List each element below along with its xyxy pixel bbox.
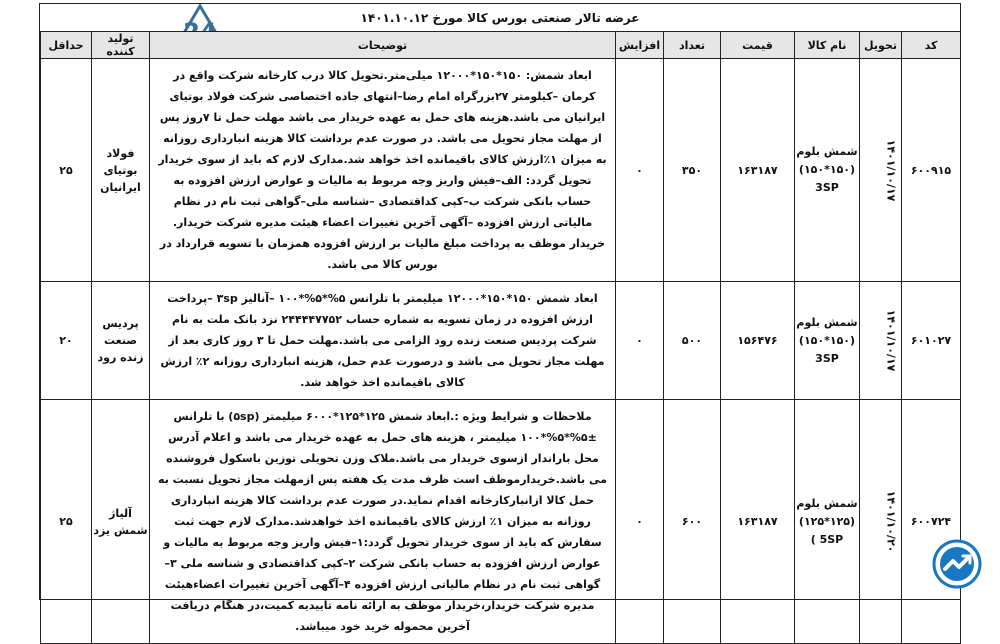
cell-count: ۳۵۰: [664, 59, 721, 282]
product-grade: 3SP: [815, 351, 839, 365]
col-code: کد: [902, 32, 961, 59]
cell-description: ملاحظات و شرایط ویژه :.ابعاد شمش ۱۲۵*۱۲۵*۶۰۰۰ میلیمتر (۵sp) با تلرانس ±۵%*۵%*۱۰۰ میلیمتر ، هزینه های حمل به عهده خریدار می باشد و اعلام آدرس محل باراندار ازسوی خریدار می باشد.ملاک وزن تحویلی توزین باسکول فروشنده می باشد.خریدارموظف است ظرف مدت یک هفته پس ازمهلت مجاز تحویل نسبت به حمل کالا ازانبارکارخانه اقدام نماید.در صورت عدم برداشت کالا هزینه انبارداری روزانه به میزان ۱٪ ارزش کالای باقیمانده اخذ خواهدشد.مدارک لازم جهت ثبت سفارش که باید از سوی خریدار تحویل گردد:۱–فیش واریز وجه مربوط به مالیات و عوارض ارزش افزوده به حساب بانکی شرکت ۲–کپی کداقتصادی و شناسه ملی ۳–گواهی ثبت نام در نظام مالیاتی ارزش افزوده ۴–آگهی آخرین تغییرات اعضاءهیئت مدیره شرکت خریدار،خریدار موظف به ارائه نامه تاییدیه کمیت،در هنگام دریافت آخرین محموله خرید خود میباشد.: [150, 400, 616, 644]
cell-price: ۱۵۶۴۷۶: [721, 282, 795, 400]
cell-product: [795, 400, 860, 644]
delivery-date: ۱۴۰۱/۱۰/۱۷: [884, 139, 898, 201]
table-row: [41, 59, 961, 282]
product-name: شمش بلوم: [796, 145, 858, 158]
cell-code: ۶۰۰۷۲۴: [902, 400, 961, 644]
cell-count: ۶۰۰: [664, 400, 721, 644]
trend-badge-icon: [932, 539, 982, 589]
trend-arrow-icon: [932, 539, 982, 589]
col-count: تعداد: [664, 32, 721, 59]
col-delivery: تحویل: [860, 32, 902, 59]
cell-product: [795, 59, 860, 282]
table-header-row: [41, 32, 961, 59]
cell-increase: ۰: [616, 282, 664, 400]
cell-increase: ۰: [616, 59, 664, 282]
product-grade: 3SP: [815, 181, 839, 194]
cell-min: ۲۰: [41, 282, 92, 400]
cell-producer: فولاد بوتیای ایرانیان: [92, 59, 150, 282]
cell-delivery: [860, 59, 902, 282]
col-product: نام کالا: [795, 32, 860, 59]
col-price: قیمت: [721, 32, 795, 59]
cell-increase: ۰: [616, 400, 664, 644]
cell-price: ۱۶۳۱۸۷: [721, 400, 795, 644]
product-size: (۱۲۵*۱۲۵): [798, 514, 856, 528]
cell-product: [795, 282, 860, 400]
product-size: (۱۵۰*۱۵۰): [798, 333, 856, 347]
cell-description: ابعاد شمش: ۱۵۰*۱۵۰*۱۲۰۰۰ میلی‌متر.تحویل کالا درب کارخانه شرکت واقع در کرمان –کیلومتر ۲۷بزرگراه امام رضا–انتهای جاده اختصاصی شرکت فولاد بوتیای ایرانیان می باشد.هزینه های حمل به عهده خریدار می باشد مهلت حمل تا ۷روز پس از مهلت مجاز تحویل می باشد. در صورت عدم برداشت کالا هزینه انبارداری روزانه به میزان ۱٪ارزش کالای باقیمانده اخذ خواهد شد.مدارک لازم که باید از سوی خریدار تحویل گردد: الف–فیش واریز وجه مربوط به مالیات و عوارض ارزش افزوده به حساب بانکی شرکت ب–کپی کداقتصادی –شناسه ملی–گواهی ثبت نام در نظام مالیاتی ارزش افزوده –آگهی آخرین تغییرات اعضاء هیئت مدیره شرکت خریدار. خریدار موظف به پرداخت مبلغ مالیات بر ارزش افزوده همزمان با تسویه قرارداد در بورس کالا می باشد.: [150, 59, 616, 282]
table-row: [41, 282, 961, 400]
cell-count: ۵۰۰: [664, 282, 721, 400]
delivery-date: ۱۴۰۱/۱۰/۱۷: [884, 309, 898, 372]
cell-min: ۲۵: [41, 59, 92, 282]
product-grade: 5SP ): [810, 532, 844, 546]
col-increase: افزایش: [616, 32, 664, 59]
cell-delivery: [860, 282, 902, 400]
col-producer: تولید کننده: [92, 32, 150, 59]
cell-min: ۲۵: [41, 400, 92, 644]
delivery-date: ۱۴۰۱/۱۰/۲۰: [884, 490, 898, 553]
table-row: [41, 400, 961, 644]
col-description: توضیحات: [150, 32, 616, 59]
product-size: (۱۵۰*۱۵۰): [798, 163, 856, 176]
col-min: حداقل: [41, 32, 92, 59]
product-name: شمش بلوم: [796, 496, 858, 510]
cell-description: ابعاد شمش ۱۵۰*۱۵۰*۱۲۰۰۰ میلیمتر با تلرانس ۵%*۵%*۱۰۰ –آنالیز ۳sp –پرداخت ارزش افزوده در زمان تسویه به شماره حساب ۲۴۴۴۴۷۷۵۲ نزد بانک ملت به نام شرکت پردیس صنعت زنده رود الزامی می باشد.مهلت حمل تا ۳ روز کاری بعد از مهلت مجاز تحویل می باشد و درصورت عدم حمل، هزینه انبارداری روزانه ۲٪ ارزش کالای باقیمانده اخذ خواهد شد.: [150, 282, 616, 400]
sheet-title-text: عرضه تالار صنعتی بورس کالا مورخ ۱۴۰۱.۱۰.۱۲: [360, 10, 640, 25]
cell-code: ۶۰۰۹۱۵: [902, 59, 961, 282]
cell-producer: آلیاژ شمش یزد: [92, 400, 150, 644]
cell-delivery: [860, 400, 902, 644]
offer-sheet: [39, 3, 961, 633]
offer-table: [40, 31, 961, 644]
cell-producer: پردیس صنعت زنده رود: [92, 282, 150, 400]
cell-price: ۱۶۳۱۸۷: [721, 59, 795, 282]
product-name: شمش بلوم: [796, 315, 858, 329]
cell-code: ۶۰۱۰۲۷: [902, 282, 961, 400]
